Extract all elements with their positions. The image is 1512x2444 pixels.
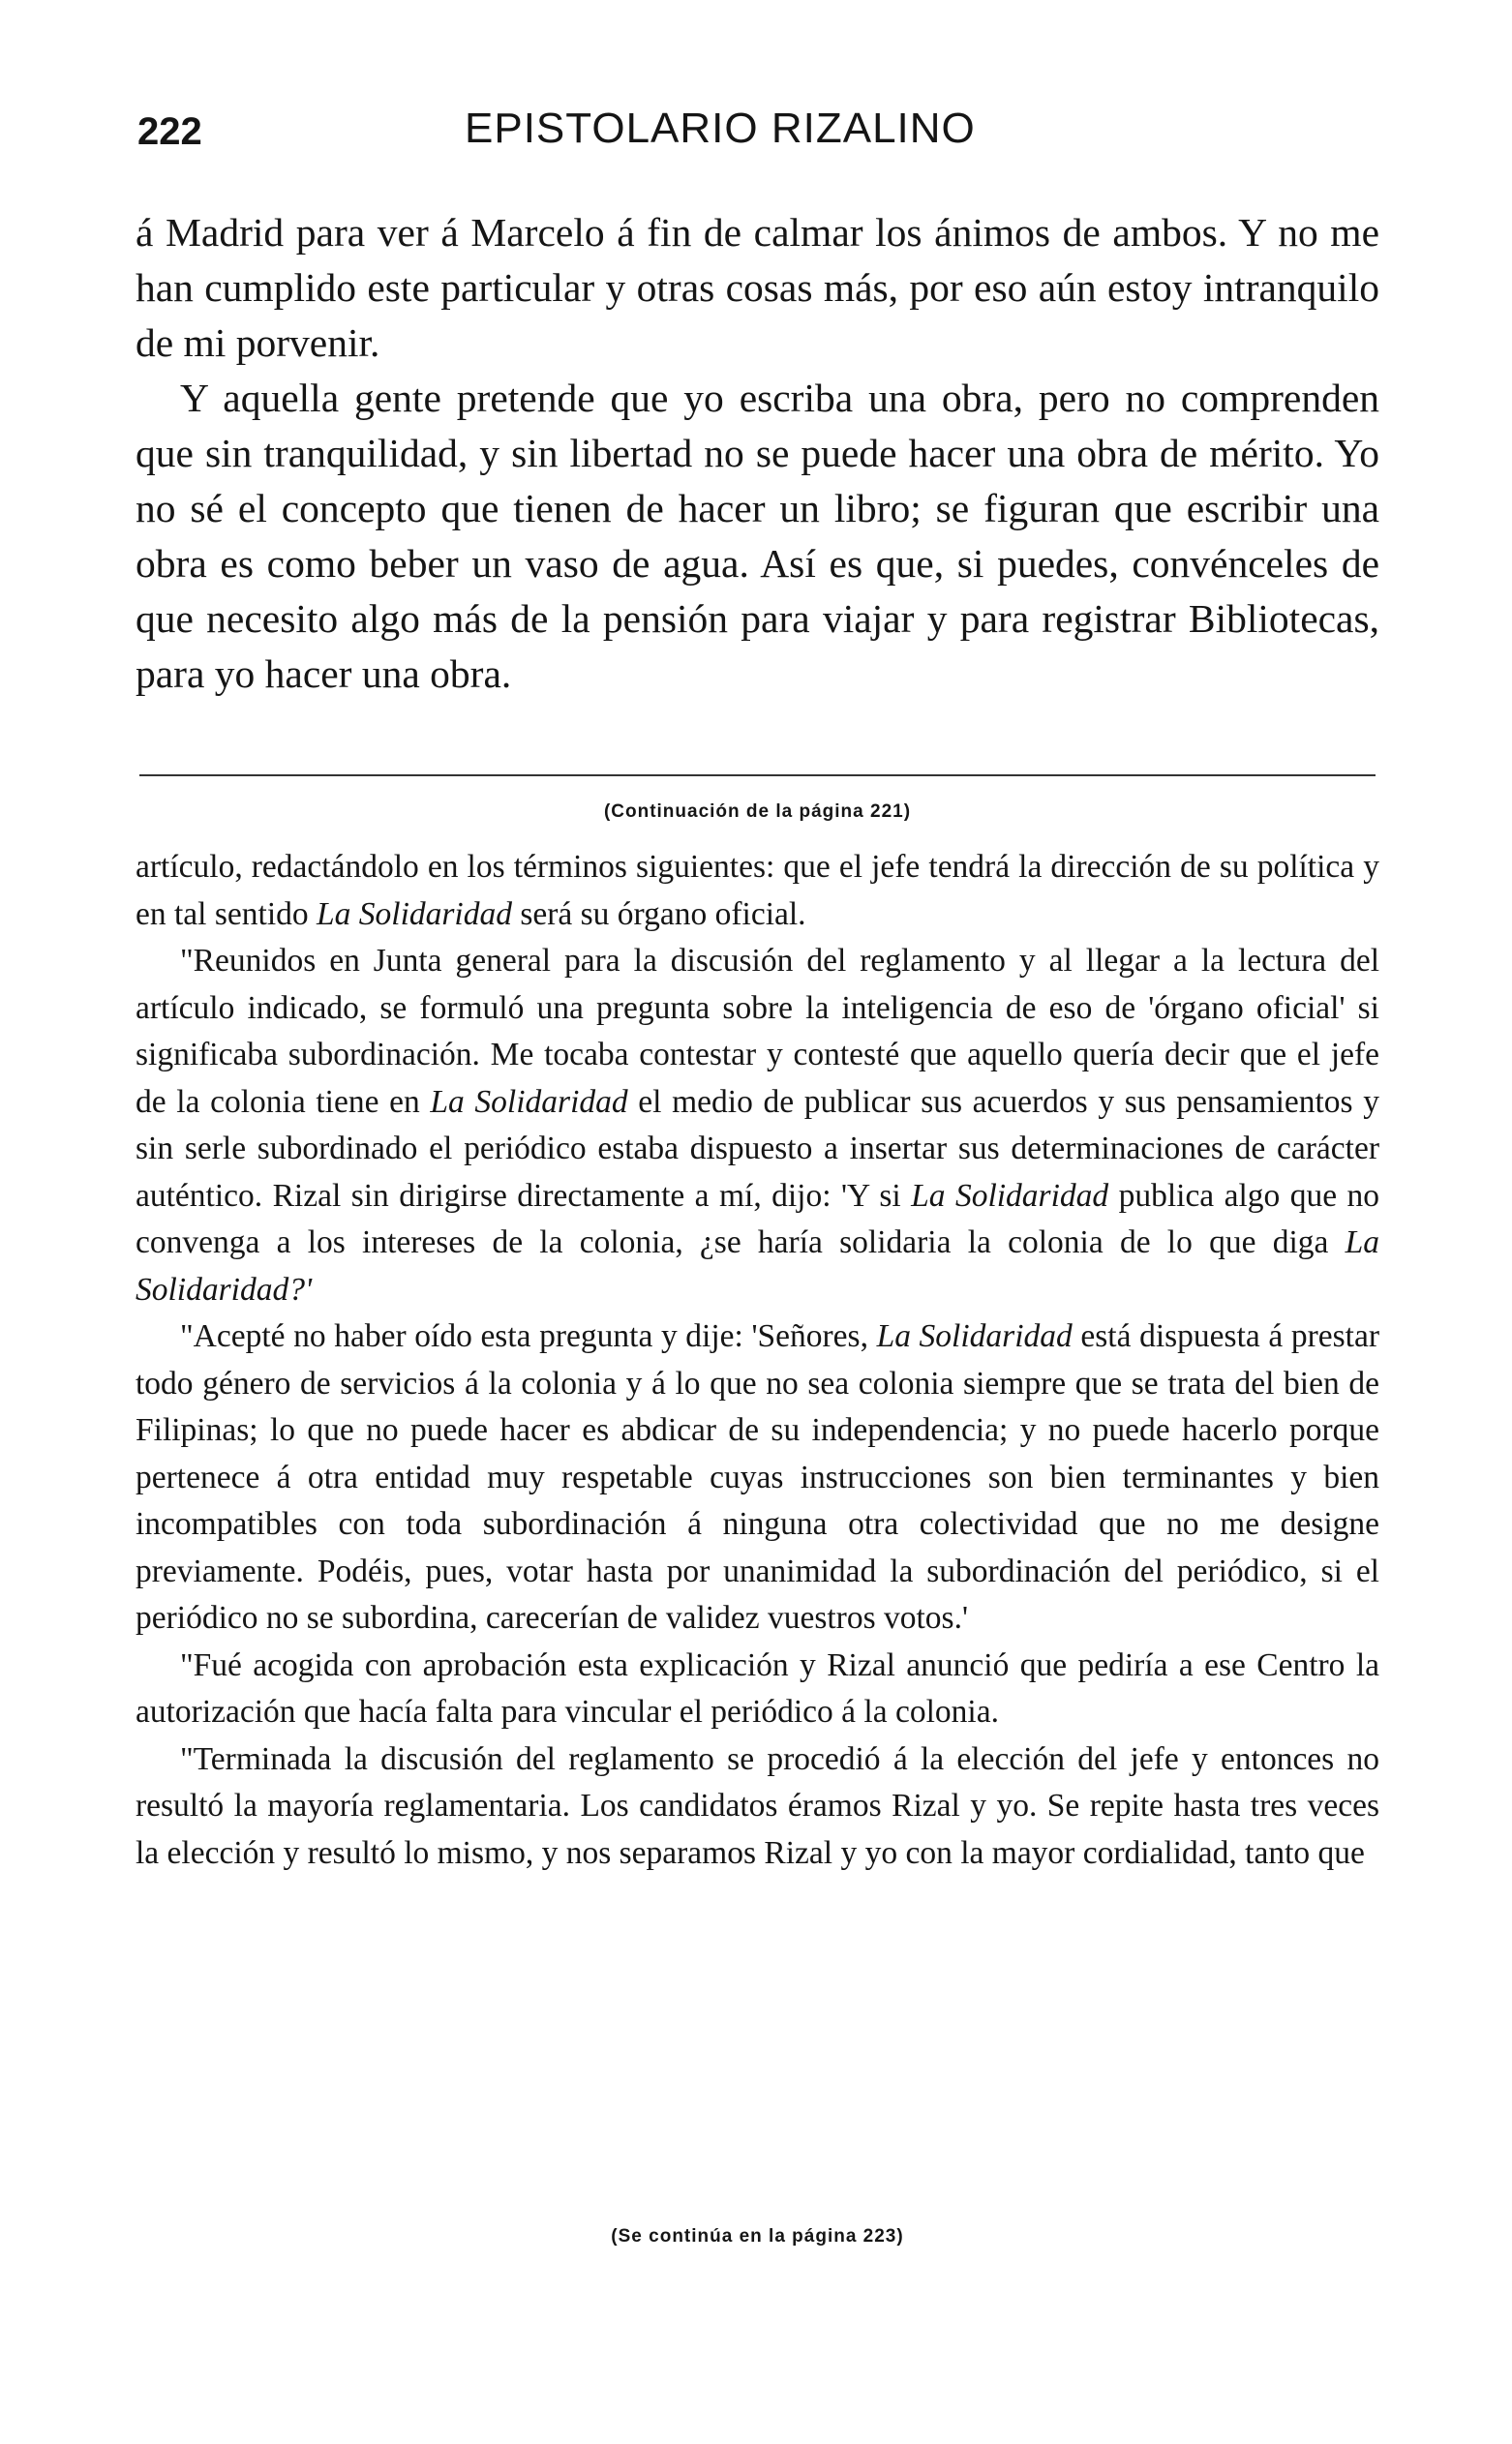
running-title: EPISTOLARIO RIZALINO [465,105,976,152]
page-header [136,105,1379,182]
text-run: artículo, redactándolo en los términos siguientes: que el jefe tendrá la dirección de su política y en tal sentido [136,849,1379,932]
footnote-paragraph [136,844,1379,938]
text-run: "Acepté no haber oído esta pregunta y dije: 'Señores, [180,1318,877,1354]
continued-from-note: (Continuación de la página 221) [603,801,912,822]
book-page [136,0,1379,2444]
footnote-paragraph [136,1313,1379,1643]
text-run: publica algo que no convenga a los intereses de la colonia, ¿se haría solidaria la colonia de lo que diga [136,1177,1379,1260]
text-run: el medio de publicar sus acuerdos y sus pensamientos y sin serle subordinado el periódico estaba dispuesto a insertar sus determinaciones de carácter auténtico. Rizal sin dirigirse directamente a mí, dijo: 'Y si [136,1083,1380,1214]
footnote-divider [139,774,1376,776]
letter-paragraph: á Madrid para ver á Marcelo á fin de calmar los ánimos de ambos. Y no me han cumplido este particular y otras cosas más, por eso aún estoy intranquilo de mi porvenir. [136,210,1379,365]
text-run: será su órgano oficial. [511,895,806,932]
footnote-paragraph [136,938,1379,1313]
page-number: 222 [137,110,202,153]
footnote-paragraph: "Fué acogida con aprobación esta explicación y Rizal anunció que pediría a ese Centro la autorización que hacía falta para vincular el periódico á la colonia. [136,1646,1379,1730]
italic-newspaper-title: La Solidaridad [430,1083,628,1120]
letter-paragraph: Y aquella gente pretende que yo escriba una obra, pero no comprenden que sin tranquilidad, y sin libertad no se puede hacer una obra de mérito. Yo no sé el concepto que tienen de hacer un libro; se figuran que escribir una obra es como beber un vaso de agua. Así es que, si puedes, convénceles de que necesito algo más de la pensión para viajar y para registrar Bibliotecas, para yo hacer una obra. [136,376,1379,696]
italic-newspaper-title: La Solidaridad [911,1177,1109,1214]
italic-newspaper-title: La Solidaridad [317,895,512,932]
continued-on-note: (Se continúa en la página 223) [611,2226,904,2247]
text-run: "Reunidos en Junta general para la discusión del reglamento y al llegar a la lectura del artículo indicado, se formuló una pregunta sobre la inteligencia de eso de 'órgano oficial' si significaba subordinación. Me tocaba contestar y contesté que aquello quería decir que el jefe de la colonia tiene en [136,943,1379,1120]
italic-newspaper-title: La Solidaridad [876,1318,1073,1354]
text-run: está dispuesta á prestar todo género de servicios á la colonia y á lo que no sea colonia siempre que se trata del bien de Filipinas; lo que no puede hacer es abdicar de su independencia; y no puede hacerlo porque pertenece á otra entidad muy respetable cuyas instrucciones son bien terminantes y bien incompatibles con toda subordinación á ninguna otra colectividad que no me designe previamente. Podéis, pues, votar hasta por unanimidad la subordinación del periódico, si el periódico no se subordina, carecerían de validez vuestros votos.' [136,1318,1380,1636]
footnote-text [136,844,1379,1877]
letter-text [136,205,1379,702]
footnote-paragraph: "Terminada la discusión del reglamento se procedió á la elección del jefe y entonces no resultó la mayoría reglamentaria. Los candidatos éramos Rizal y yo. Se repite hasta tres veces la elección y resultó lo mismo, y nos separamos Rizal y yo con la mayor cordialidad, tanto que [136,1740,1379,1871]
italic-newspaper-title: La Solidaridad?' [136,1224,1379,1308]
